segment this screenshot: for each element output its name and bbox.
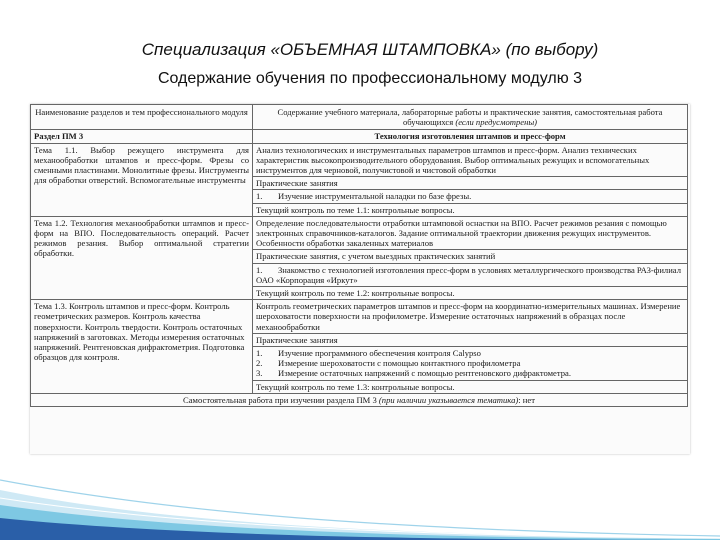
topic1-practice-title: Практические занятия (253, 177, 688, 190)
list-text: Измерение остаточных напряжений с помощью рентгеновского дифрактометра. (278, 368, 571, 379)
list-number: 1. (256, 348, 263, 359)
selfwork-cell (31, 393, 688, 406)
list-number: 2. (256, 358, 263, 369)
section-row (31, 130, 688, 143)
list-item (256, 368, 684, 378)
list-text: Знакомство с технологией изготовления пресс-форм в условиях металлургического производства РАЗ-филиал ОАО «Корпорация «Иркут» (256, 264, 681, 285)
list-text: Изучение инструментальной наладки по базе фрезы. (278, 191, 472, 202)
table-row-topic2-content (31, 216, 688, 250)
topic3-content: Контроль геометрических параметров штампов и пресс-форм на координатно-измерительных машинах. Измерение шероховатости поверхности на профилометре. Измерение остаточных напряжений в образцах после механообработки (253, 300, 688, 334)
selfwork-tail: : нет (518, 394, 535, 405)
topic3-control: Текущий контроль по теме 1.3: контрольные вопросы. (253, 380, 688, 393)
selfwork-text: Самостоятельная работа при изучении раздела ПМ 3 (183, 394, 377, 405)
section-title: Технология изготовления штампов и пресс-форм (253, 130, 688, 143)
topic2-control: Текущий контроль по теме 1.2: контрольные вопросы. (253, 287, 688, 300)
topic1-control: Текущий контроль по теме 1.1: контрольные вопросы. (253, 203, 688, 216)
list-item (256, 358, 684, 368)
topic3-practice-items (253, 347, 688, 381)
list-number: 1. (256, 264, 263, 275)
list-text: Изучение программного обеспечения контроля Calypso (278, 348, 481, 359)
table-header-row (31, 105, 688, 130)
curriculum-table (30, 104, 688, 407)
list-number: 1. (256, 191, 263, 202)
topic1-name: Тема 1.1. Выбор режущего инструмента для механообработки штампов и пресс-форм. Фрезы со сменными пластинами. Монолитные фрезы. Инструменты для обработки отверстий. Вспомогательные инструменты (31, 143, 253, 216)
list-text: Измерение шероховатости с помощью контактного профилометра (278, 358, 521, 369)
slide-subtitle: Содержание обучения по профессиональному модулю 3 (157, 70, 583, 87)
header-content-text: Содержание учебного материала, лабораторные работы и практические занятия, самостоятельная работа обучающихся (277, 107, 663, 128)
document-scan (30, 104, 690, 454)
decorative-waves-graphic (0, 450, 720, 540)
section-name: Раздел ПМ 3 (31, 130, 253, 143)
topic2-practice-item (253, 263, 688, 286)
table-row-topic1-content (31, 143, 688, 177)
topic3-practice-title: Практические занятия (253, 333, 688, 346)
topic2-content: Определение последовательности отработки штамповой оснастки на ВПО. Расчет режимов резания с помощью электронных справочников-каталогов. Задание оптимальной траектории движения режущих инструментов. Особенности обработки закаленных материалов (253, 216, 688, 250)
list-number: 3. (256, 368, 263, 379)
table-row-selfwork (31, 393, 688, 406)
topic1-content: Анализ технологических и инструментальных параметров штампов и пресс-форм. Анализ технических характеристик высокопроизводительного оборудования. Выбор оптимальных режущих и вспомогательных инструментов для черновой, получистовой и чистовой обработки (253, 143, 688, 177)
table-row-topic3-content (31, 300, 688, 334)
topic1-practice-item (253, 190, 688, 203)
selfwork-italic: (при наличии указывается тематика) (378, 394, 519, 405)
topic3-name: Тема 1.3. Контроль штампов и пресс-форм. Контроль геометрических размеров. Контроль качества поверхности. Контроль твердости. Контроль остаточных напряжений в заготовках. Методы измерения остаточных напряжений. Рентгеновская дифрактометрия. Подготовка образцов для контроля. (31, 300, 253, 394)
slide-title: Специализация «ОБЪЕМНАЯ ШТАМПОВКА» (по выбору) (141, 40, 599, 59)
header-col-content (253, 105, 688, 130)
header-content-italic: (если предусмотрены) (455, 117, 538, 128)
header-col-topics: Наименование разделов и тем профессионального модуля (31, 105, 253, 130)
topic2-practice-title: Практические занятия, с учетом выездных практических занятий (253, 250, 688, 263)
topic2-name: Тема 1.2. Технология механообработки штампов и пресс-форм на ВПО. Последовательность операций. Расчет режимов резания. Выбор оптимальной стратегии обработки. (31, 216, 253, 299)
list-item (256, 348, 684, 358)
